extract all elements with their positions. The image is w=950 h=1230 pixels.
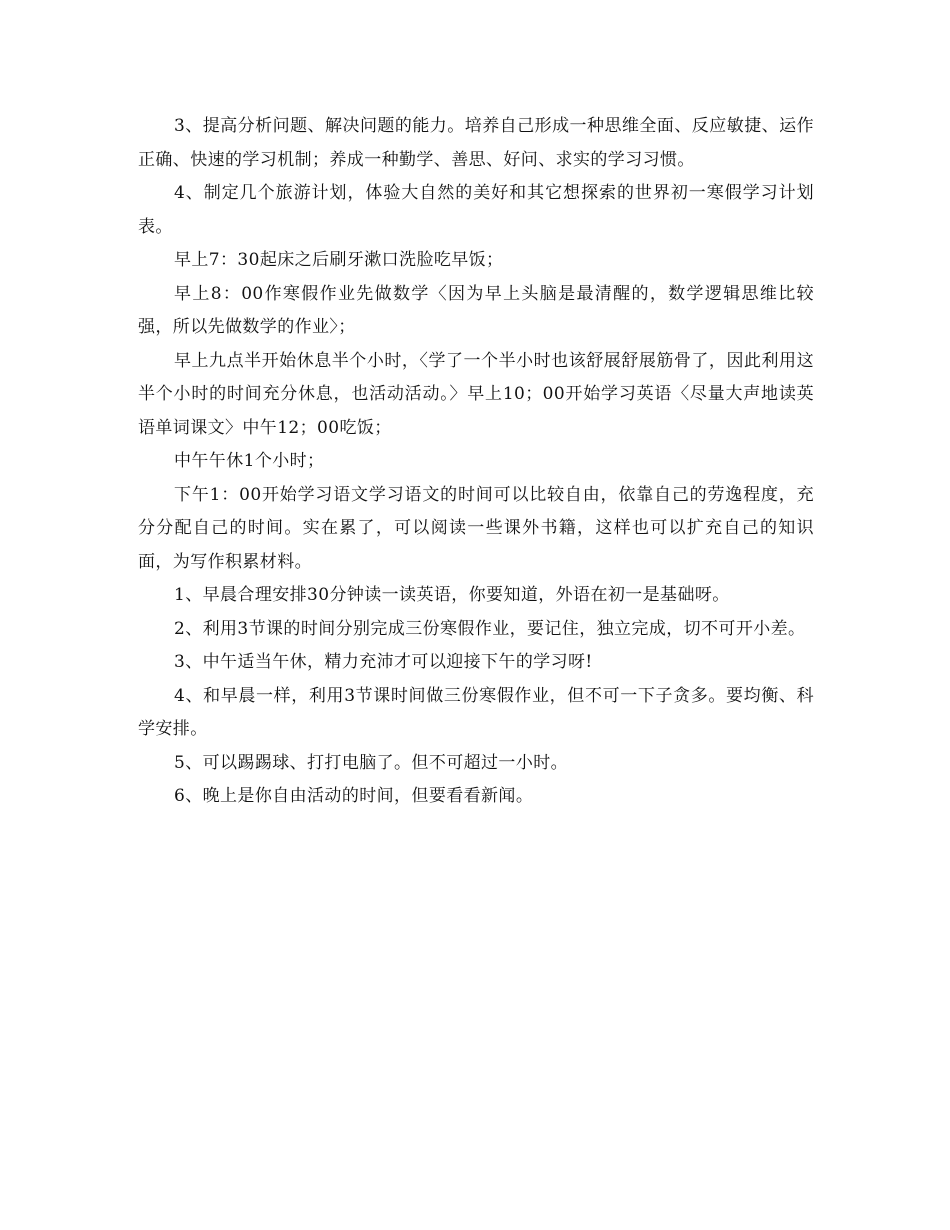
list-item-leisure: 5、可以踢踢球、打打电脑了。但不可超过一小时。 [174,752,569,773]
document-body [138,110,814,814]
list-item-morning-english: 1、早晨合理安排30分钟读一读英语，你要知道，外语在初一是基础呀。 [174,585,730,605]
paragraph-analysis-ability: 3、提高分析问题、解决问题的能力。培养自己形成一种思维全面、反应敏捷、运作正确、快速的学习机制；养成一种勤学、善思、好问、求实的学习习惯。 [138,116,814,170]
list-item-homework: 2、利用3节课的时间分别完成三份寒假作业，要记住，独立完成，切不可开小差。 [174,618,806,639]
list-item-noon-rest: 3、中午适当午休，精力充沛才可以迎接下午的学习呀! [174,652,593,672]
paragraph-chinese-study: 下午1：00开始学习语文学习语文的时间可以比较自由，依靠自己的劳逸程度，充分分配自己的时间。实在累了，可以阅读一些课外书籍，这样也可以扩充自己的知识面，为写作积累材料。 [138,484,814,572]
paragraph-travel-plan: 4、制定几个旅游计划，体验大自然的美好和其它想探索的世界初一寒假学习计划表。 [138,183,814,237]
paragraph-noon-nap: 中午午休1个小时； [174,451,325,471]
list-item-afternoon-homework: 4、和早晨一样，利用3节课时间做三份寒假作业，但不可一下子贪多。要均衡、科学安排。 [138,685,814,739]
paragraph-wake-up: 早上7：30起床之后刷牙漱口洗脸吃早饭； [174,250,504,270]
paragraph-math-homework: 早上8：00作寒假作业先做数学〈因为早上头脑是最清醒的，数学逻辑思维比较强，所以先做数学的作业〉； [138,283,814,337]
paragraph-rest-english: 早上九点半开始休息半个小时，〈学了一个半小时也该舒展舒展筋骨了，因此利用这半个小时的时间充分休息，也活动活动。〉早上10；00开始学习英语〈尽量大声地读英语单词课文〉中午12；00吃饭； [138,350,814,438]
list-item-evening: 6、晚上是你自由活动的时间，但要看看新闻。 [174,786,534,806]
